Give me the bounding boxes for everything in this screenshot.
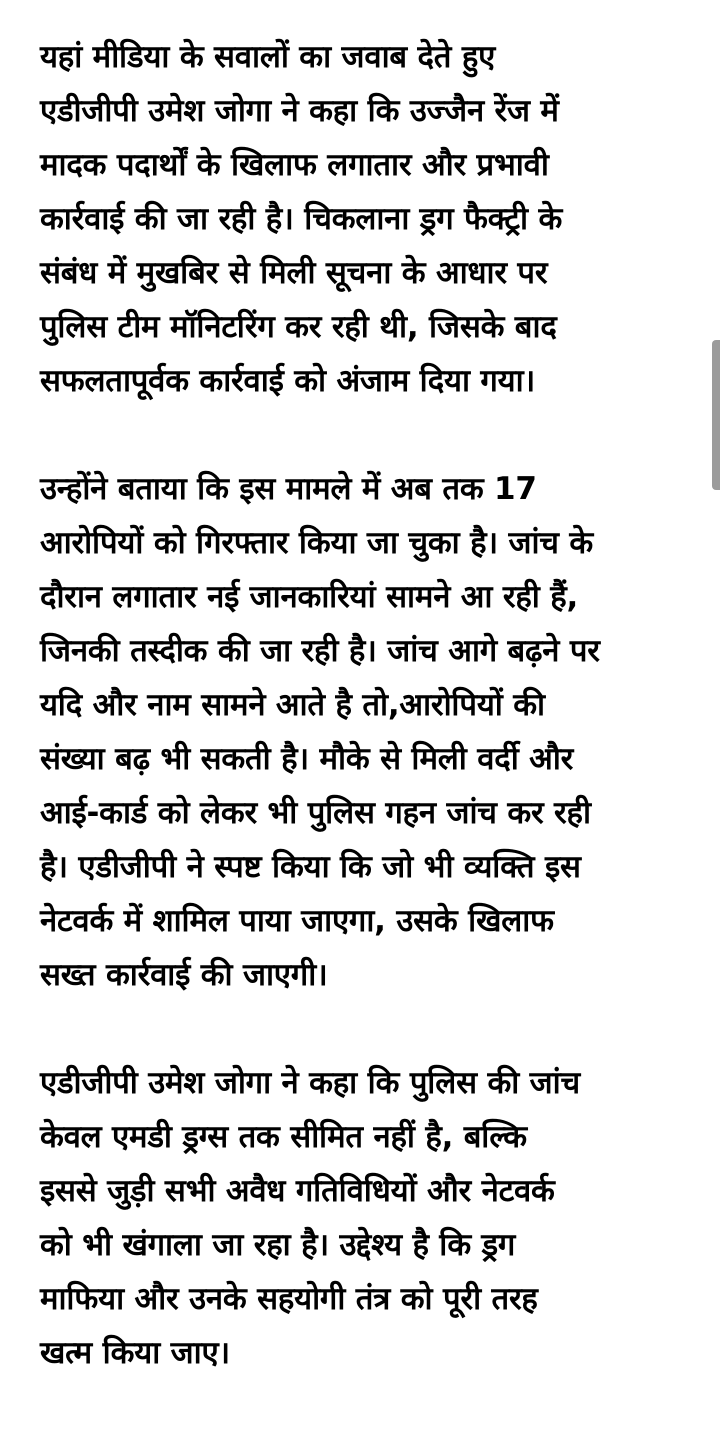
article-body — [40, 30, 680, 1380]
paragraph-media-response: यहां मीडिया के सवालों का जवाब देते हुए एडीजीपी उमेश जोगा ने कहा कि उज्जैन रेंज में मादक पदार्थों के खिलाफ लगातार और प्रभावी कार्रवाई की जा रही है। चिकलाना ड्रग फैक्ट्री के संबंध में मुखबिर से मिली सूचना के आधार पर पुलिस टीम मॉनिटरिंग कर रही थी, जिसके बाद सफलतापूर्वक कार्रवाई को अंजाम दिया गया। — [40, 39, 563, 399]
paragraph-arrests: उन्होंने बताया कि इस मामले में अब तक 17 आरोपियों को गिरफ्तार किया जा चुका है। जांच के दौरान लगातार नई जानकारियां सामने आ रही हैं, जिनकी तस्दीक की जा रही है। जांच आगे बढ़ने पर यदि और नाम सामने आते है तो,आरोपियों की संख्या बढ़ भी सकती है। मौके से मिली वर्दी और आई-कार्ड को लेकर भी पुलिस गहन जांच कर रही है। एडीजीपी ने स्पष्ट किया कि जो भी व्यक्ति इस नेटवर्क में शामिल पाया जाएगा, उसके खिलाफ सख्त कार्रवाई की जाएगी। — [40, 471, 600, 993]
scrollbar-thumb[interactable] — [712, 340, 720, 490]
vertical-scrollbar[interactable] — [712, 340, 720, 490]
paragraph-investigation-scope: एडीजीपी उमेश जोगा ने कहा कि पुलिस की जांच केवल एमडी ड्रग्स तक सीमित नहीं है, बल्कि इससे जुड़ी सभी अवैध गतिविधियों और नेटवर्क को भी खंगाला जा रहा है। उद्देश्य है कि ड्रग माफिया और उनके सहयोगी तंत्र को पूरी तरह खत्म किया जाए। — [40, 1065, 580, 1371]
